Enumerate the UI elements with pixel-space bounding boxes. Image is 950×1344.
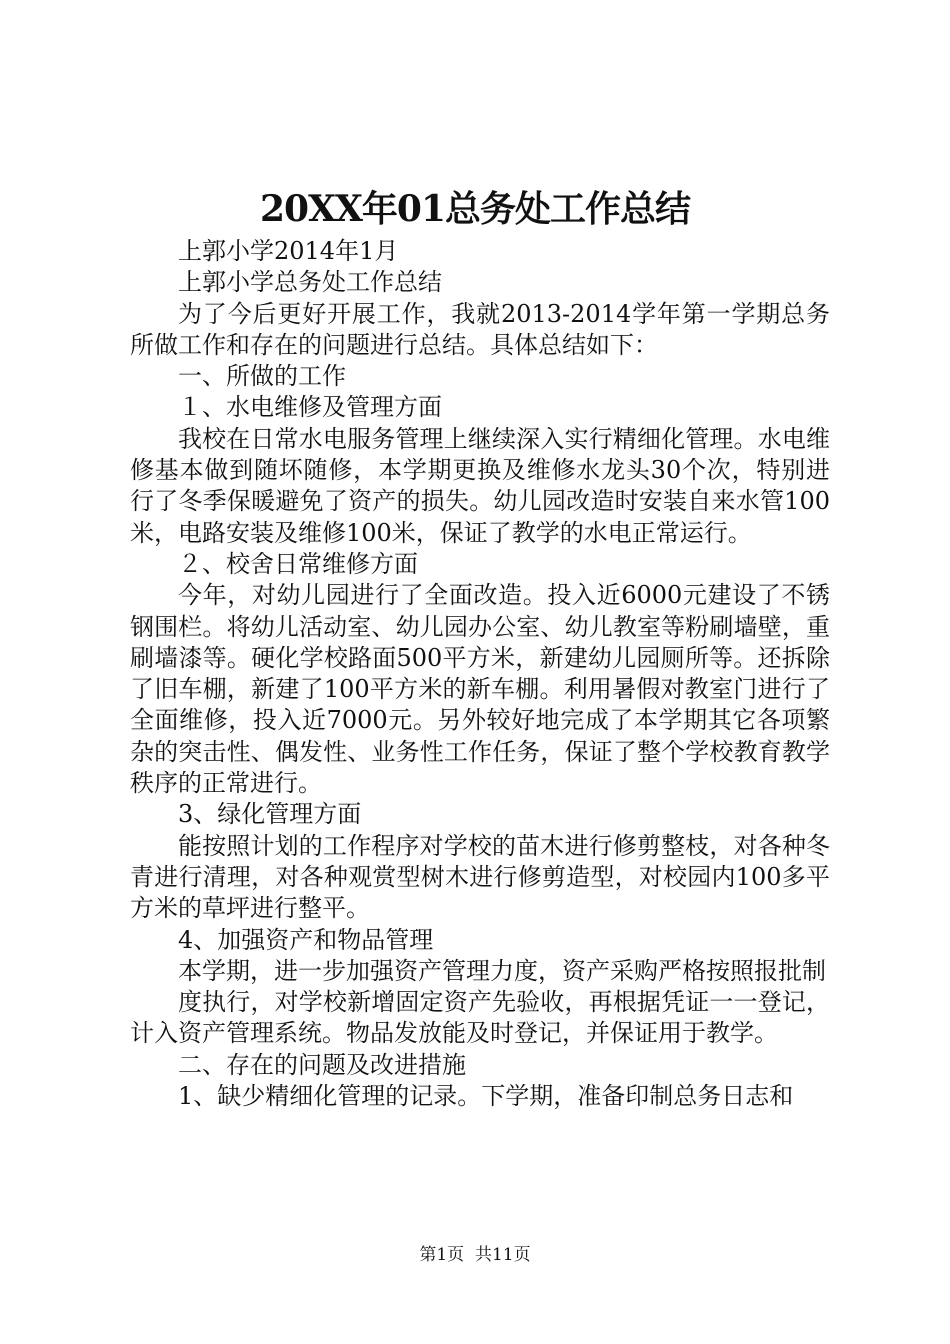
page-footer: 第1页 共11页	[419, 1245, 531, 1265]
subheading-building-maintenance: ２、校舍日常维修方面	[178, 549, 418, 578]
document-title: 20XX年01总务处工作总结	[259, 188, 691, 230]
section-heading-problems: 二、存在的问题及改进措施	[178, 1050, 466, 1079]
date-line: 上郭小学2014年1月	[178, 237, 399, 265]
intro-paragraph: 为了今后更好开展工作，我就2013-2014学年第一学期总务所做工作和存在的问题进行总结。具体总结如下：	[130, 299, 830, 359]
paragraph-problem-1: 1、缺少精细化管理的记录。下学期，准备印制总务日志和	[178, 1082, 794, 1111]
paragraph-assets-part2: 度执行，对学校新增固定资产先验收，再根据凭证一一登记，计入资产管理系统。物品发放能及时登记，并保证用于教学。	[130, 988, 830, 1048]
subheading-assets: 4、加强资产和物品管理	[178, 925, 434, 954]
paragraph-building-maintenance: 今年，对幼儿园进行了全面改造。投入近6000元建设了不锈钢围栏。将幼儿活动室、幼儿园办公室、幼儿教室等粉刷墙壁，重刷墙漆等。硬化学校路面500平方米，新建幼儿园厕所等。还拆除了旧车棚，新建了100平方米的新车棚。利用暑假对教室门进行了全面维修，投入近7000元。另外较好地完成了本学期其它各项繁杂的突击性、偶发性、业务性工作任务，保证了整个学校教育教学秩序的正常进行。	[130, 581, 830, 798]
subheading-utilities: １、水电维修及管理方面	[178, 393, 442, 422]
subheading-greening: 3、绿化管理方面	[178, 800, 362, 829]
paragraph-greening: 能按照计划的工作程序对学校的苗木进行修剪整枝，对各种冬青进行清理，对各种观赏型树木进行修剪造型，对校园内100多平方米的草坪进行整平。	[130, 831, 830, 923]
subtitle-line: 上郭小学总务处工作总结	[178, 268, 442, 297]
section-heading-work-done: 一、所做的工作	[178, 362, 346, 391]
paragraph-assets-part1: 本学期，进一步加强资产管理力度，资产采购严格按照报批制	[178, 956, 826, 985]
document-body	[130, 236, 830, 1112]
paragraph-utilities: 我校在日常水电服务管理上继续深入实行精细化管理。水电维修基本做到随坏随修，本学期更换及维修水龙头30个次，特别进行了冬季保暖避免了资产的损失。幼儿园改造时安装自来水管100米，电路安装及维修100米，保证了教学的水电正常运行。	[130, 424, 830, 547]
